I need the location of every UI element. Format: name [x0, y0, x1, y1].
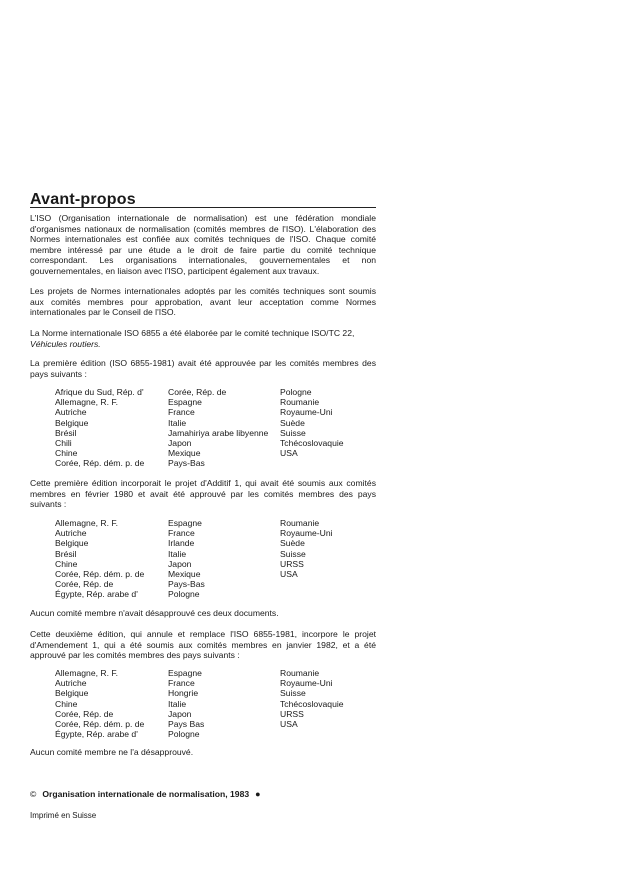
printed-in: Imprimé en Suisse [30, 811, 97, 820]
country-name: Autriche [55, 528, 87, 539]
paragraph-draft-standards: Les projets de Normes internationales adoptés par les comités techniques sont soumis aux comités membres pour approbation, avant leur acceptation comme Normes internationales par le Conseil de l'ISO. [30, 286, 376, 317]
country-name: USA [280, 569, 298, 580]
country-name: Mexique [168, 569, 201, 580]
country-list-addendum [55, 518, 395, 600]
country-name: Pays Bas [168, 719, 205, 730]
committee-title: Véhicules routiers. [30, 338, 101, 349]
country-name: Égypte, Rép. arabe d' [55, 729, 138, 740]
country-name: Belgique [55, 688, 89, 699]
copyright-text: Organisation internationale de normalisation, 1983 [42, 789, 250, 799]
country-name: Royaume-Uni [280, 528, 333, 539]
committee-text: La Norme internationale ISO 6855 a été élaborée par le comité technique ISO/TC 22, [30, 328, 355, 338]
country-name: Suisse [280, 548, 306, 559]
country-name: Belgique [55, 417, 89, 428]
title-underline [30, 207, 376, 208]
country-name: Corée, Rép. dém. p. de [55, 458, 145, 469]
country-name: Chili [55, 438, 72, 449]
country-name: Belgique [55, 538, 89, 549]
country-name: Corée, Rép. dém. p. de [55, 569, 145, 580]
country-name: USA [280, 719, 298, 730]
country-name: USA [280, 448, 298, 459]
paragraph-second-edition: Cette deuxième édition, qui annule et remplace l'ISO 6855-1981, incorpore le projet d'Amendement 1, qui a été soumis aux comités membres en janvier 1982, et a été approuvé par les comités membres des pays suivants : [30, 629, 376, 660]
country-name: Roumanie [280, 397, 320, 408]
country-name: Brésil [55, 548, 77, 559]
country-name [280, 729, 395, 739]
country-name: Suisse [280, 427, 306, 438]
country-name: Espagne [168, 518, 202, 528]
country-name: Afrique du Sud, Rép. d' [55, 387, 144, 397]
country-name: Corée, Rép. de [55, 708, 114, 719]
country-name: Pologne [280, 387, 312, 397]
paragraph-iso-intro: L'ISO (Organisation internationale de normalisation) est une fédération mondiale d'organismes nationaux de normalisation (comités membres de l'ISO). L'élaboration des Normes internationales est confiée aux comités techniques de l'ISO. Chaque comité membre intéressé par une étude a le droit de faire partie du comité technique correspondant. Les organisations internationales, gouvernementales et non gouvernementales, en liaison avec l'ISO, participent également aux travaux. [30, 213, 376, 276]
country-name: France [168, 678, 195, 689]
paragraph-no-disapproval: Aucun comité membre n'avait désapprouvé ces deux documents. [30, 608, 279, 618]
country-name: Irlande [168, 538, 195, 549]
copyright-symbol: © [30, 789, 37, 799]
paragraph-first-edition: La première édition (ISO 6855-1981) avait été approuvée par les comités membres des pays suivants : [30, 358, 376, 379]
country-name: Pays-Bas [168, 579, 205, 590]
country-name: Jamahiriya arabe libyenne [168, 427, 269, 438]
country-name: Royaume-Uni [280, 407, 333, 418]
paragraph-addendum: Cette première édition incorporait le projet d'Additif 1, qui avait été soumis aux comités membres en février 1980 et avait été approuvé par les comités membres des pays suivants : [30, 478, 376, 509]
country-name: Pays-Bas [168, 458, 205, 469]
country-name: Corée, Rép. dém. p. de [55, 719, 145, 730]
country-name: Mexique [168, 448, 201, 459]
country-name: Corée, Rép. de [55, 579, 114, 590]
country-name: Italie [168, 698, 187, 709]
country-list-second-edition [55, 668, 395, 739]
bullet-icon: ● [255, 789, 261, 799]
paragraph-technical-committee [30, 328, 376, 349]
country-name: Pologne [168, 729, 200, 740]
country-name: Pologne [168, 589, 200, 600]
country-name: Suède [280, 538, 305, 549]
country-name: Tchécoslovaquie [280, 698, 344, 709]
country-name: Espagne [168, 668, 202, 678]
country-name: Allemagne, R. F. [55, 397, 119, 408]
country-name: Italie [168, 417, 187, 428]
country-name: URSS [280, 558, 304, 569]
country-name: Suisse [280, 688, 306, 699]
country-name: Chine [55, 558, 78, 569]
country-name: Chine [55, 448, 78, 459]
country-name: Hongrie [168, 688, 199, 699]
country-list-first-edition [55, 387, 395, 469]
country-name [280, 458, 395, 468]
country-name: Roumanie [280, 518, 320, 528]
country-name: Royaume-Uni [280, 678, 333, 689]
country-name: Chine [55, 698, 78, 709]
country-name: Égypte, Rép. arabe d' [55, 589, 138, 600]
country-name: Espagne [168, 397, 202, 408]
country-name: Roumanie [280, 668, 320, 678]
country-name: Japon [168, 708, 192, 719]
country-name: Japon [168, 558, 192, 569]
country-name: France [168, 528, 195, 539]
country-name: Suède [280, 417, 305, 428]
copyright-line [30, 789, 261, 799]
country-name: Corée, Rép. de [168, 387, 227, 397]
country-name: France [168, 407, 195, 418]
country-name: Japon [168, 438, 192, 449]
country-name [280, 589, 395, 599]
country-name: Brésil [55, 427, 77, 438]
country-name: Allemagne, R. F. [55, 518, 119, 528]
country-name: Tchécoslovaquie [280, 438, 344, 449]
country-name [280, 579, 395, 589]
country-name: URSS [280, 708, 304, 719]
paragraph-final-approval: Aucun comité membre ne l'a désapprouvé. [30, 747, 194, 757]
country-name: Italie [168, 548, 187, 559]
page-title: Avant-propos [30, 191, 136, 208]
country-name: Allemagne, R. F. [55, 668, 119, 678]
country-name: Autriche [55, 678, 87, 689]
country-name: Autriche [55, 407, 87, 418]
